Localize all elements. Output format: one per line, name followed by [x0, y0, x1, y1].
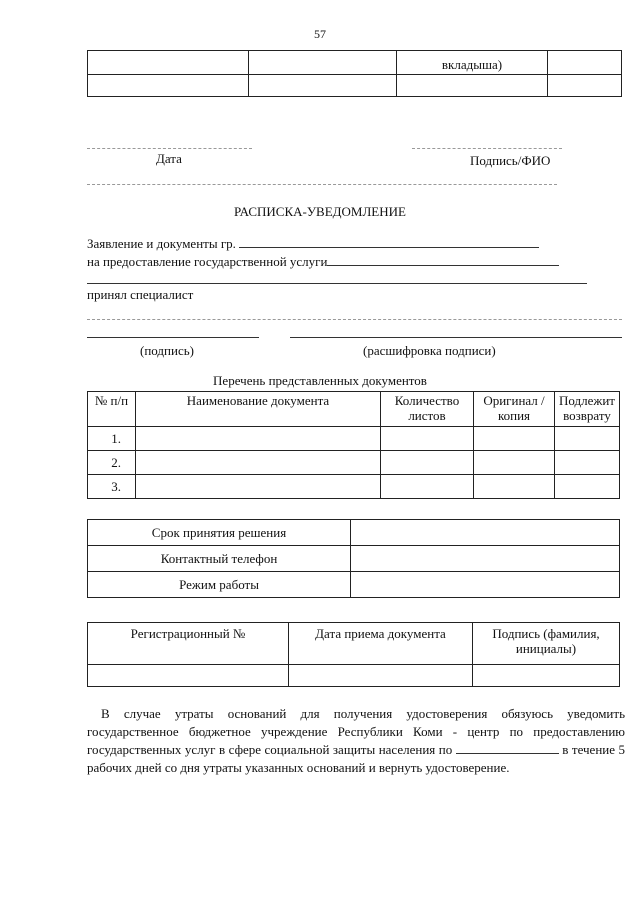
table-cell	[249, 51, 397, 75]
applicant-line	[87, 235, 539, 252]
original-cell[interactable]	[474, 451, 555, 475]
table-cell	[88, 75, 249, 97]
return-cell[interactable]	[555, 475, 620, 499]
sheets-cell[interactable]	[381, 451, 474, 475]
table-cell	[397, 75, 548, 97]
notice-text-part2: в течение 5 рабочих дней со дня утраты указанных оснований и вернуть удостоверение.	[87, 742, 625, 775]
date-line	[87, 148, 252, 149]
table-cell	[548, 75, 622, 97]
table-row	[88, 665, 620, 687]
service-prefix: на предоставление государственной услуги	[87, 254, 328, 269]
header-document-name: Наименование документа	[136, 392, 381, 427]
signature-initials-cell[interactable]	[473, 665, 620, 687]
decision-term-label: Срок принятия решения	[88, 520, 351, 546]
sheets-cell[interactable]	[381, 427, 474, 451]
registration-table	[87, 622, 620, 687]
insert-label: вкладыша)	[397, 51, 548, 75]
header-acceptance-date: Дата приема документа	[289, 623, 473, 665]
specialist-dashed-line	[87, 319, 622, 320]
signature-caption: (подпись)	[140, 343, 194, 358]
table-row	[88, 451, 620, 475]
table-row	[88, 546, 620, 572]
contact-phone-label: Контактный телефон	[88, 546, 351, 572]
acceptance-date-cell[interactable]	[289, 665, 473, 687]
decoding-underline	[290, 337, 622, 338]
table-cell	[249, 75, 397, 97]
document-name-cell[interactable]	[136, 475, 381, 499]
return-cell[interactable]	[555, 427, 620, 451]
service-line	[87, 253, 559, 270]
contact-phone-value[interactable]	[351, 546, 620, 572]
document-name-cell[interactable]	[136, 427, 381, 451]
table-row	[88, 427, 620, 451]
table-cell	[548, 51, 622, 75]
service-name-field[interactable]	[327, 253, 559, 266]
original-cell[interactable]	[474, 475, 555, 499]
continued-table	[87, 50, 622, 97]
table-row	[88, 520, 620, 546]
signature-line	[412, 148, 562, 149]
working-hours-label: Режим работы	[88, 572, 351, 598]
info-table	[87, 519, 620, 598]
table-cell	[88, 51, 249, 75]
specialist-label: принял специалист	[87, 287, 194, 302]
service-continuation-line	[87, 283, 587, 284]
header-registration-number: Регистрационный №	[88, 623, 289, 665]
sheets-cell[interactable]	[381, 475, 474, 499]
table-row	[88, 475, 620, 499]
original-cell[interactable]	[474, 427, 555, 451]
decision-term-value[interactable]	[351, 520, 620, 546]
notice-blank-field[interactable]	[456, 743, 559, 754]
registration-number-cell[interactable]	[88, 665, 289, 687]
receipt-title: РАСПИСКА-УВЕДОМЛЕНИЕ	[234, 204, 406, 219]
documents-table	[87, 391, 620, 499]
document-name-cell[interactable]	[136, 451, 381, 475]
decoding-caption: (расшифровка подписи)	[363, 343, 496, 358]
header-signature-initials: Подпись (фамилия, инициалы)	[473, 623, 620, 665]
notice-text-part1: В случае утраты оснований для получения удостоверения обязуюсь уведомить государственное бюджетное учреждение Республики Коми - центр по предоставлению государственных услуг в сфере социальной защиты населения по	[87, 706, 625, 757]
row-number: 1.	[88, 427, 136, 451]
working-hours-value[interactable]	[351, 572, 620, 598]
documents-title: Перечень представленных документов	[213, 373, 427, 388]
row-number: 3.	[88, 475, 136, 499]
applicant-prefix: Заявление и документы гр.	[87, 236, 236, 251]
cut-line	[87, 184, 557, 185]
signature-fio-label: Подпись/ФИО	[470, 153, 551, 168]
row-number: 2.	[88, 451, 136, 475]
applicant-name-field[interactable]	[239, 235, 539, 248]
page-number: 57	[314, 27, 326, 41]
signature-underline	[87, 337, 259, 338]
header-sheets-count: Количество листов	[381, 392, 474, 427]
header-to-return: Подлежит возврату	[555, 392, 620, 427]
header-number: № п/п	[88, 392, 136, 427]
header-original-copy: Оригинал /копия	[474, 392, 555, 427]
return-cell[interactable]	[555, 451, 620, 475]
notice-paragraph	[87, 705, 625, 777]
table-row	[88, 572, 620, 598]
date-label: Дата	[156, 151, 182, 166]
